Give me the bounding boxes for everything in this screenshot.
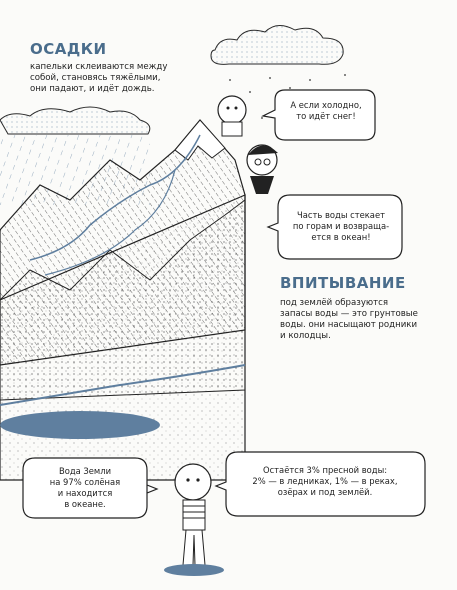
precipitation-line: они падают, и идёт дождь. xyxy=(30,84,155,94)
bubble-snow-line: А если холодно, xyxy=(290,100,362,110)
infiltration-line: запасы воды — это грунтовые xyxy=(280,309,418,319)
hedgehog-character-top xyxy=(218,96,246,136)
bubble-runoff-line: по горам и возвраща- xyxy=(292,221,390,231)
bubble-salt-line: на 97% солёная xyxy=(49,477,121,487)
cloud-left xyxy=(0,107,150,134)
infiltration-text xyxy=(280,298,452,342)
bubble-salt-line: в океане. xyxy=(64,499,106,509)
precipitation-text xyxy=(30,62,230,95)
infiltration-line: под землёй образуются xyxy=(280,298,389,308)
bubble-snow-line: то идёт снег! xyxy=(296,111,356,121)
bubble-runoff-line: ется в океан! xyxy=(311,232,371,242)
bubble-fresh-text xyxy=(230,465,420,498)
bubble-runoff-line: Часть воды стекает xyxy=(297,210,385,220)
bubble-salt-line: Вода Земли xyxy=(58,466,112,476)
bubble-fresh-line: 2% — в ледниках, 1% — в реках, xyxy=(252,476,398,486)
bubble-fresh-line: озёрах и под землёй. xyxy=(277,487,373,497)
girl-character xyxy=(247,145,278,194)
bubble-snow-text xyxy=(278,100,374,122)
bubble-salt-text xyxy=(28,466,142,510)
infiltration-line: воды. они насыщают родники xyxy=(280,320,418,330)
bubble-salt-line: и находится xyxy=(57,488,113,498)
bubble-fresh-line: Остаётся 3% пресной воды: xyxy=(262,465,388,475)
precipitation-heading: ОСАДКИ xyxy=(30,40,107,58)
hedgehog-character-bottom xyxy=(164,464,224,576)
underground-lake xyxy=(0,411,160,439)
cloud-top xyxy=(211,25,343,64)
infiltration-heading: ВПИТЫВАНИЕ xyxy=(280,274,406,292)
bubble-runoff-text xyxy=(282,210,400,243)
infiltration-line: и колодцы. xyxy=(280,331,331,341)
precipitation-line: капельки склеиваются между xyxy=(30,62,168,72)
precipitation-line: собой, становясь тяжёлыми, xyxy=(30,73,161,83)
